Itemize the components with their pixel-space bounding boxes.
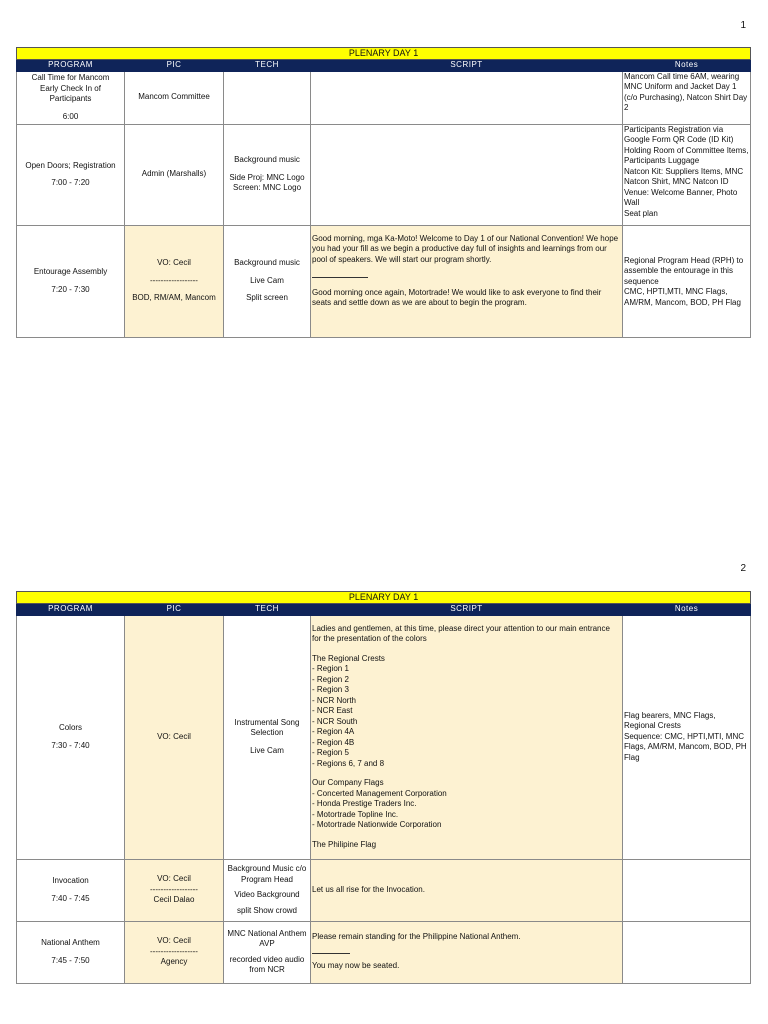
crest-item: - NCR East bbox=[312, 706, 353, 715]
crest-item: - Region 4B bbox=[312, 737, 355, 747]
col-header-script: SCRIPT bbox=[311, 604, 623, 616]
tech-item: split Show crowd bbox=[236, 905, 298, 915]
script-line: Please remain standing for the Philippine National Anthem. bbox=[312, 932, 521, 942]
tech-item: Live Cam bbox=[250, 275, 284, 285]
script-cell bbox=[311, 225, 623, 337]
col-header-program: PROGRAM bbox=[17, 60, 125, 72]
tech-cell bbox=[224, 615, 311, 859]
col-header-pic: PIC bbox=[125, 604, 224, 616]
tech-item: Split screen bbox=[246, 293, 288, 303]
pic-voice-over: VO: Cecil bbox=[157, 936, 191, 946]
program-name: Invocation bbox=[52, 876, 89, 885]
tech-item: MNC National Anthem AVP bbox=[227, 928, 307, 948]
pic-assignee: Agency bbox=[160, 957, 188, 967]
program-cell bbox=[17, 124, 125, 225]
tech-item: Background music bbox=[234, 155, 300, 165]
col-header-tech: TECH bbox=[224, 60, 311, 72]
tech-item: Video Background bbox=[234, 890, 300, 899]
flag-item: - Concerted Management Corporation bbox=[312, 788, 447, 798]
tech-cell bbox=[224, 225, 311, 337]
table-title: PLENARY DAY 1 bbox=[17, 592, 751, 604]
tech-item: Side Proj: MNC Logo bbox=[229, 172, 305, 182]
program-cell bbox=[17, 225, 125, 337]
crest-item: - Region 1 bbox=[312, 664, 349, 673]
notes-cell: Mancom Call time 6AM, wearing MNC Uniform and Jacket Day 1 (c/o Purchasing), Natcon Shirt Day 2 bbox=[623, 71, 751, 124]
script-cell bbox=[311, 921, 623, 983]
program-name: Open Doors; Registration bbox=[25, 160, 116, 170]
notes-cell: Participants Registration via Google Form QR Code (ID Kit) Holding Room of Committee Items, Participants Luggage Natcon Kit: Suppliers Items, MNC Natcon Shirt, MNC Natcon ID Venue: Welcome Banner, Photo Wall Seat plan bbox=[623, 124, 751, 225]
crest-item: - NCR South bbox=[312, 716, 358, 726]
table-row bbox=[17, 124, 751, 225]
notes-cell: Regional Program Head (RPH) to assemble the entourage in this sequence CMC, HPTI,MTI, MNC Flags, AM/RM, Mancom, BOD, PH Flag bbox=[623, 225, 751, 337]
program-time: 7:30 - 7:40 bbox=[51, 740, 90, 750]
script-line: You may now be seated. bbox=[312, 961, 400, 971]
table-title: PLENARY DAY 1 bbox=[17, 48, 751, 60]
flags-heading: Our Company Flags bbox=[312, 778, 384, 787]
script-divider bbox=[312, 271, 368, 278]
script-cell: Let us all rise for the Invocation. bbox=[311, 859, 623, 921]
tech-cell bbox=[224, 921, 311, 983]
tech-item: Background music bbox=[234, 258, 300, 268]
tech-item: Live Cam bbox=[250, 745, 284, 755]
crest-item: - Region 3 bbox=[312, 685, 349, 694]
script-cell bbox=[311, 124, 623, 225]
pic-cell bbox=[125, 225, 224, 337]
tech-item: Screen: MNC Logo bbox=[232, 183, 302, 193]
run-sheet-page-1 bbox=[16, 47, 750, 338]
page-number: 2 bbox=[740, 563, 746, 574]
table-row bbox=[17, 71, 751, 124]
program-table bbox=[16, 47, 751, 338]
program-time: 6:00 bbox=[62, 111, 79, 121]
pic-assignee: BOD, RM/AM, Mancom bbox=[132, 293, 216, 303]
script-cell bbox=[311, 615, 623, 859]
script-cell bbox=[311, 71, 623, 124]
pic-voice-over: VO: Cecil bbox=[157, 258, 191, 268]
notes-cell bbox=[623, 859, 751, 921]
script-line: Good morning once again, Motortrade! We would like to ask everyone to find their seats and settle down as we are about to begin the program. bbox=[312, 287, 602, 307]
pic-cell: Mancom Committee bbox=[125, 71, 224, 124]
notes-cell bbox=[623, 921, 751, 983]
col-header-notes: Notes bbox=[623, 60, 751, 72]
crest-item: - Region 4A bbox=[312, 727, 355, 736]
col-header-script: SCRIPT bbox=[311, 60, 623, 72]
script-line: Ladies and gentlemen, at this time, please direct your attention to our main entrance for the presentation of the colors bbox=[312, 623, 610, 643]
program-name: Colors bbox=[58, 723, 83, 732]
program-time: 7:00 - 7:20 bbox=[51, 178, 90, 187]
program-cell bbox=[17, 859, 125, 921]
ph-flag-line: The Philipine Flag bbox=[312, 839, 377, 849]
crest-item: - Regions 6, 7 and 8 bbox=[312, 758, 385, 768]
tech-cell bbox=[224, 71, 311, 124]
program-cell bbox=[17, 921, 125, 983]
col-header-pic: PIC bbox=[125, 60, 224, 72]
tech-item: Instrumental Song Selection bbox=[234, 717, 300, 738]
program-name: Call Time for Mancom Early Check In of Participants bbox=[31, 73, 110, 103]
col-header-notes: Notes bbox=[623, 604, 751, 616]
page-number: 1 bbox=[740, 20, 746, 31]
program-table bbox=[16, 591, 751, 984]
pic-assignee: Cecil Dalao bbox=[153, 895, 195, 905]
flag-item: - Motortrade Nationwide Corporation bbox=[312, 820, 442, 829]
pic-cell bbox=[125, 859, 224, 921]
tech-cell bbox=[224, 124, 311, 225]
run-sheet-page-2 bbox=[16, 591, 750, 984]
tech-item: recorded video audio from NCR bbox=[229, 954, 305, 974]
col-header-tech: TECH bbox=[224, 604, 311, 616]
crest-item: - NCR North bbox=[312, 695, 357, 705]
col-header-program: PROGRAM bbox=[17, 604, 125, 616]
program-cell bbox=[17, 615, 125, 859]
pic-separator: ------------------ bbox=[150, 884, 198, 894]
tech-cell bbox=[224, 859, 311, 921]
pic-cell: Admin (Marshalls) bbox=[125, 124, 224, 225]
program-name: Entourage Assembly bbox=[33, 267, 108, 276]
notes-cell: Flag bearers, MNC Flags, Regional Crests Sequence: CMC, HPTI,MTI, MNC Flags, AM/RM, Mancom, BOD, PH Flag bbox=[623, 615, 751, 859]
crest-item: - Region 5 bbox=[312, 748, 349, 757]
script-line: Good morning, mga Ka-Moto! Welcome to Day 1 of our National Convention! We hope you had your fill as we begin a productive day full of insights and learnings from our pool of speakers. We will start our program shortly. bbox=[312, 233, 619, 264]
crest-item: - Region 2 bbox=[312, 674, 349, 684]
pic-separator: ------------------ bbox=[150, 275, 198, 285]
table-row bbox=[17, 225, 751, 337]
program-name: National Anthem bbox=[41, 938, 100, 947]
program-time: 7:40 - 7:45 bbox=[51, 893, 90, 903]
table-row bbox=[17, 615, 751, 859]
flag-item: - Honda Prestige Traders Inc. bbox=[312, 799, 417, 808]
crests-heading: The Regional Crests bbox=[312, 653, 385, 663]
pic-voice-over: VO: Cecil bbox=[157, 874, 191, 884]
flag-item: - Motortrade Topline Inc. bbox=[312, 809, 399, 819]
program-time: 7:45 - 7:50 bbox=[51, 955, 90, 965]
table-row bbox=[17, 921, 751, 983]
pic-cell: VO: Cecil bbox=[125, 615, 224, 859]
tech-item: Background Music c/o Program Head bbox=[227, 864, 307, 884]
pic-separator: ------------------ bbox=[150, 946, 198, 956]
table-row bbox=[17, 859, 751, 921]
program-cell bbox=[17, 71, 125, 124]
pic-cell bbox=[125, 921, 224, 983]
script-divider bbox=[312, 947, 350, 954]
program-time: 7:20 - 7:30 bbox=[51, 284, 90, 294]
